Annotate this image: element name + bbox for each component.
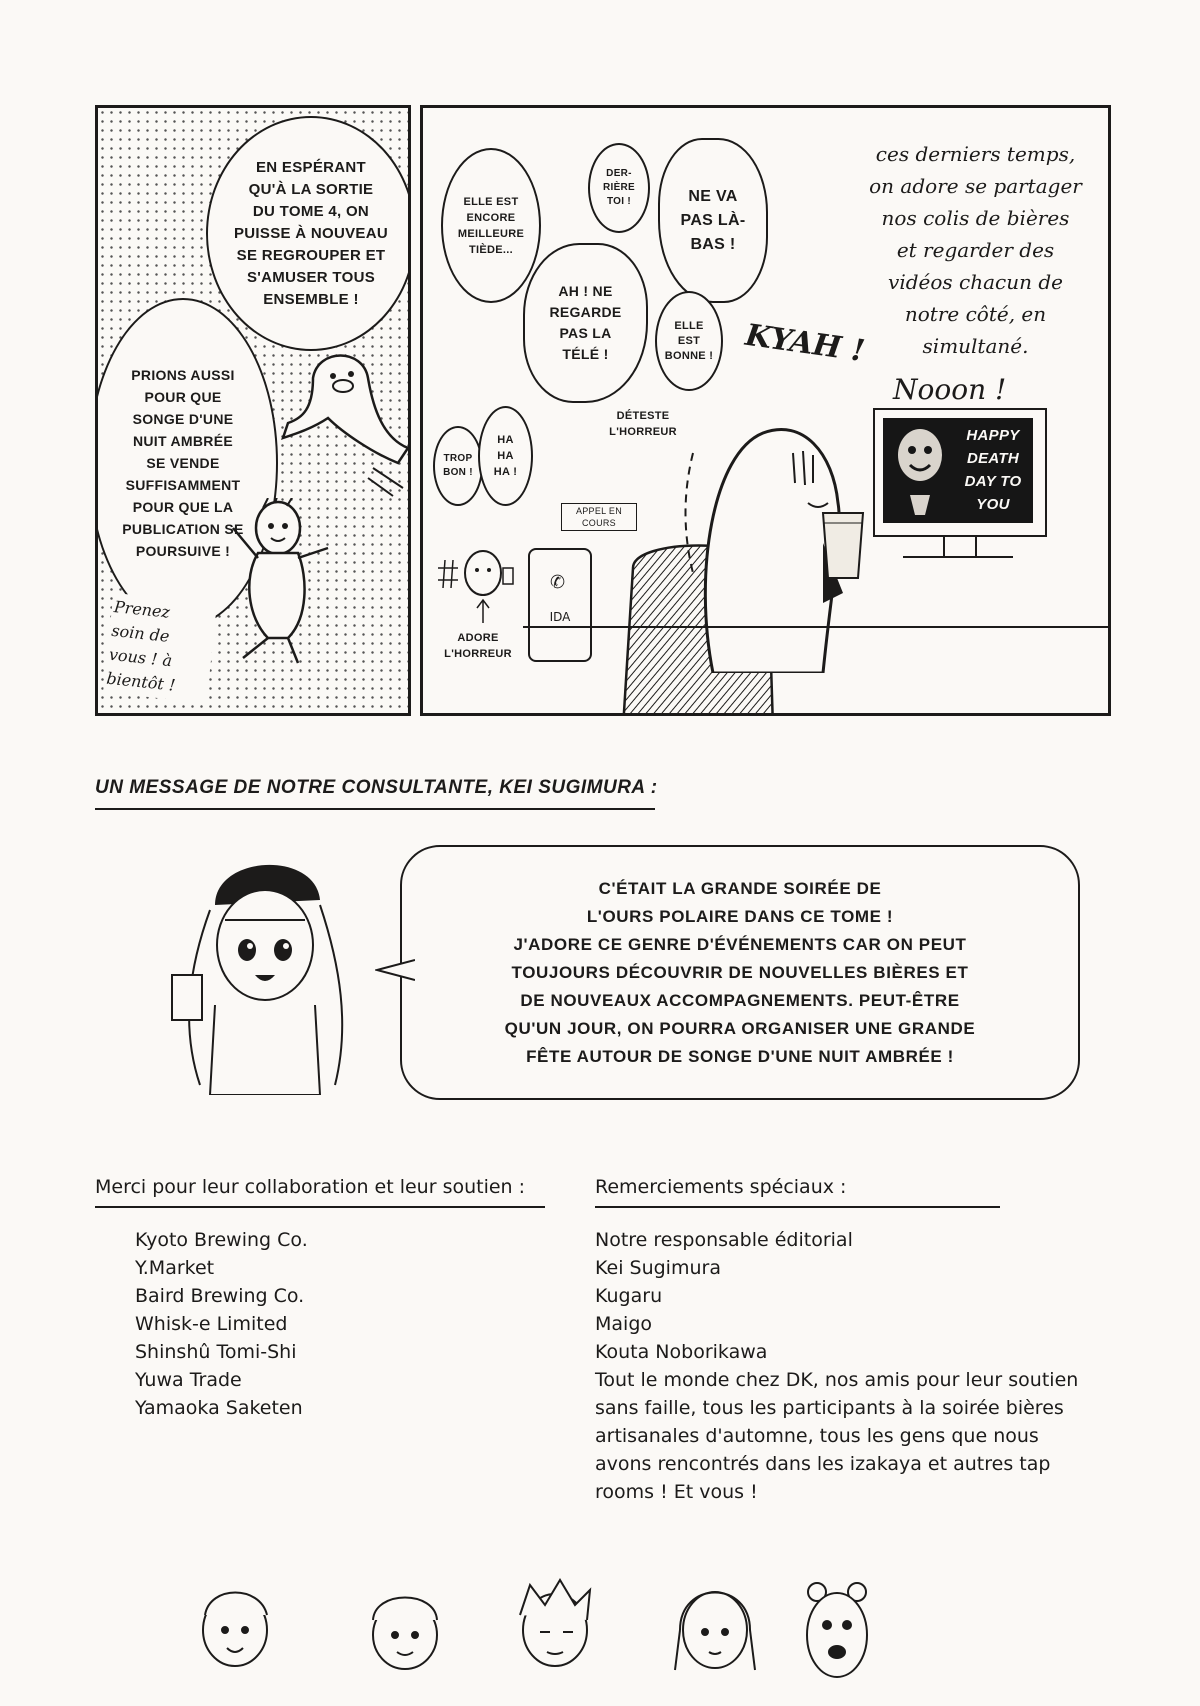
list-item: Baird Brewing Co. (135, 1285, 305, 1307)
speech-bubble-bonne (655, 291, 723, 391)
list-item: Notre responsable éditorial (595, 1229, 853, 1251)
face-drawing (373, 1598, 437, 1670)
shout-bubble-ne-va-pas (658, 138, 768, 303)
consultant-portrait-drawing (170, 845, 360, 1095)
list-item: Yuwa Trade (135, 1369, 242, 1391)
list-item: rooms ! Et vous ! (595, 1481, 758, 1503)
list-item: Whisk-e Limited (135, 1313, 288, 1335)
list-item: avons rencontrés dans les izakaya et autres tap (595, 1453, 1051, 1475)
list-item: Kouta Noborikawa (595, 1341, 768, 1363)
sfx-kyah: KYAH ! (743, 317, 867, 370)
tv-screen (883, 418, 1033, 523)
face-drawing (520, 1580, 590, 1666)
label-adore-horreur: ADORE L'HORREUR (444, 632, 512, 660)
consultant-speech-bubble (400, 845, 1080, 1100)
speech-text-trop-bon: TROP BON ! (443, 453, 473, 478)
shout-text-ne-va-pas: NE VA PAS LÀ- BAS ! (680, 187, 746, 253)
sfx-nooon: Nooon ! (893, 373, 1007, 406)
list-item: Kugaru (595, 1285, 663, 1307)
special-title-underline (595, 1206, 1000, 1208)
consultant-message: C'ÉTAIT LA GRANDE SOIRÉE DE L'OURS POLAIRE DANS CE TOME ! J'ADORE CE GENRE D'ÉVÉNEMENTS CAR ON PEUT TOUJOURS DÉCOUVRIR DE NOUVELLES BIÈRES ET DE NOUVEAUX ACCOMPAGNEMENTS. PEUT-ÊTRE QU'UN JOUR, ON POURRA ORGANISER UNE GRANDE FÊTE AUTOUR DE SONGE D'UNE NUIT AMBRÉE ! (504, 878, 976, 1066)
call-status-label: APPEL EN COURS (561, 503, 637, 531)
speech-bubble-hahaha (478, 406, 533, 506)
collab-title: Merci pour leur collaboration et leur soutien : (95, 1176, 526, 1198)
speech-bubble-hope (206, 116, 411, 351)
speech-bubble-trop-bon (433, 426, 483, 506)
speech-text-bonne: ELLE EST BONNE ! (664, 319, 714, 362)
small-character-drawing (433, 538, 523, 628)
list-item: Kyoto Brewing Co. (135, 1229, 308, 1251)
special-title: Remerciements spéciaux : (595, 1176, 847, 1198)
list-item: Maigo (595, 1313, 652, 1335)
beer-glass-drawing (818, 508, 868, 583)
face-drawing (675, 1592, 755, 1670)
speech-text-hope: EN ESPÉRANT QU'À LA SORTIE DU TOME 4, ON PUISSE À NOUVEAU SE REGROUPER ET S'AMUSER TOUS ENSEMBLE ! (234, 158, 388, 308)
narration-text: ces derniers temps, on adore se partager nos colis de bières et regarder des vidéos chacun de notre côté, en simultané. (869, 142, 1082, 358)
shout-text-regarde: AH ! NE REGARDE PAS LA TÉLÉ ! (549, 283, 622, 362)
phone-caller-name: IDA (549, 610, 571, 624)
speech-text-tiede: ELLE EST ENCORE MEILLEURE TIÈDE... (457, 195, 525, 256)
seal-character-drawing (273, 338, 411, 498)
list-item: Shinshû Tomi-Shi (135, 1341, 297, 1363)
running-character-drawing (213, 498, 343, 668)
consultant-heading-underline (95, 808, 655, 810)
tv-stand (943, 536, 977, 558)
comic-panel-right (420, 105, 1111, 716)
list-item: Yamaoka Saketen (135, 1397, 303, 1419)
face-drawing (203, 1593, 267, 1667)
bubble-tail (375, 955, 415, 985)
comic-panel-left (95, 105, 411, 716)
handwritten-note: Prenez soin de vous ! à bientôt ! (103, 593, 217, 703)
speech-text-derriere: DER- RIÈRE TOI ! (602, 168, 636, 207)
television (873, 408, 1047, 537)
horror-face-drawing (885, 420, 955, 520)
special-list (595, 1226, 1078, 1506)
list-item: artisanales d'automne, tous les gens que nous (595, 1425, 1039, 1447)
phone-icon: ✆ (550, 572, 566, 593)
collab-list (135, 1226, 308, 1422)
consultant-heading: UN MESSAGE DE NOTRE CONSULTANTE, KEI SUGIMURA : (95, 777, 658, 798)
desk-edge (523, 626, 1108, 628)
face-drawing (807, 1583, 867, 1677)
shout-bubble-regarde (523, 243, 648, 403)
tv-title-text: HAPPY DEATH DAY TO YOU (964, 427, 1022, 513)
list-item: Y.Market (135, 1257, 215, 1279)
character-faces-row (185, 1570, 945, 1690)
label-deteste-horreur: DÉTESTE L'HORREUR (609, 410, 677, 438)
collab-title-underline (95, 1206, 545, 1208)
list-item: sans faille, tous les participants à la soirée bières (595, 1397, 1064, 1419)
list-item: Kei Sugimura (595, 1257, 721, 1279)
phone-device (528, 548, 592, 662)
speech-text-pray: PRIONS AUSSI POUR QUE SONGE D'UNE NUIT AMBRÉE SE VENDE SUFFISAMMENT POUR QUE LA PUBLICATION SE POURSUIVE ! (122, 367, 244, 559)
speech-text-hahaha: HA HA HA ! (493, 434, 518, 478)
tv-base (903, 556, 1013, 558)
speech-bubble-tiede (441, 148, 541, 303)
list-item: Tout le monde chez DK, nos amis pour leur soutien (595, 1369, 1079, 1391)
speech-bubble-derriere (588, 143, 650, 233)
